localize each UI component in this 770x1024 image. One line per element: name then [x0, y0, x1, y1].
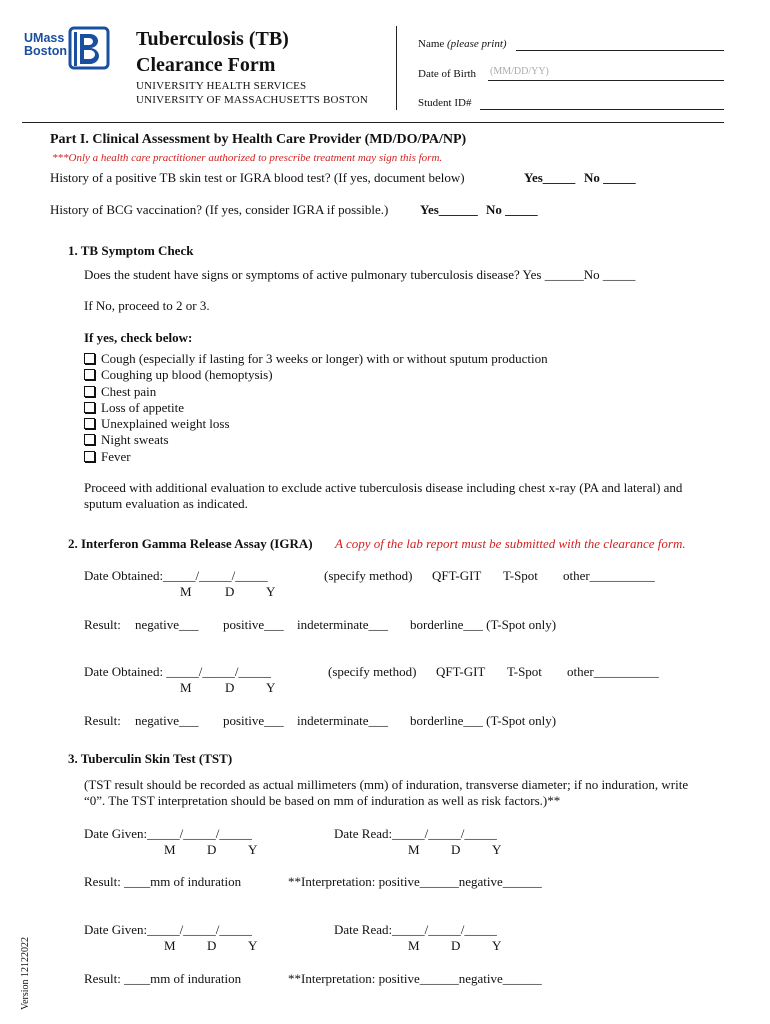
- symptom-item[interactable]: [84, 367, 548, 383]
- igra-date-obtained-1[interactable]: Date Obtained:_____/_____/_____: [84, 568, 268, 583]
- version-label: Version 12122022: [20, 936, 31, 1010]
- part1-heading: Part I. Clinical Assessment by Health Care Provider (MD/DO/PA/NP): [50, 132, 467, 147]
- symptom-item[interactable]: [84, 432, 548, 448]
- igra-y-1: Y: [266, 584, 276, 599]
- igra-qft-1[interactable]: QFT-GIT: [432, 568, 482, 583]
- igra-method-1: (specify method): [324, 568, 413, 583]
- igra-method-2: (specify method): [328, 664, 417, 679]
- tst-note-line2: “0”. The TST interpretation should be based on mm of induration as well as risk factors.)**: [84, 793, 561, 808]
- checkbox-icon[interactable]: [84, 353, 95, 364]
- header-rule: [22, 122, 724, 123]
- checkbox-icon[interactable]: [84, 402, 95, 413]
- history-tb-no[interactable]: No _____: [584, 170, 636, 185]
- symptom-if-no: If No, proceed to 2 or 3.: [84, 298, 210, 313]
- igra-note: A copy of the lab report must be submitted with the clearance form.: [335, 536, 686, 551]
- igra-result-label-1: Result:: [84, 617, 121, 632]
- igra-m-2: M: [180, 680, 192, 695]
- tst-given-m-2: M: [164, 938, 176, 953]
- history-bcg-no[interactable]: No _____: [486, 202, 538, 217]
- symptom-list: [84, 351, 548, 465]
- igra-heading: 2. Interferon Gamma Release Assay (IGRA): [68, 536, 313, 551]
- tst-date-given-1[interactable]: Date Given:_____/_____/_____: [84, 826, 252, 841]
- igra-tspot-2[interactable]: T-Spot: [507, 664, 542, 679]
- tst-given-y-2: Y: [248, 938, 258, 953]
- symptom-item[interactable]: [84, 449, 548, 465]
- checkbox-icon[interactable]: [84, 418, 95, 429]
- dob-label: Date of Birth: [418, 68, 477, 80]
- name-label-text: Name: [418, 38, 445, 50]
- logo-text-boston: Boston: [24, 44, 68, 58]
- history-bcg-yes[interactable]: Yes______: [420, 202, 478, 217]
- tst-date-given-2[interactable]: Date Given:_____/_____/_____: [84, 922, 252, 937]
- igra-positive-2[interactable]: positive___: [223, 713, 284, 728]
- tst-read-y-1: Y: [492, 842, 502, 857]
- igra-borderline-1[interactable]: borderline___ (T-Spot only): [410, 617, 557, 632]
- history-tb-yes[interactable]: Yes_____: [524, 170, 576, 185]
- dob-field[interactable]: [488, 66, 724, 81]
- checkbox-icon[interactable]: [84, 369, 95, 380]
- igra-tspot-1[interactable]: T-Spot: [503, 568, 538, 583]
- checkbox-icon[interactable]: [84, 434, 95, 445]
- tst-result-1[interactable]: Result: ____mm of induration: [84, 874, 242, 889]
- history-tb-question: History of a positive TB skin test or IGRA blood test? (If yes, document below): [50, 170, 465, 185]
- igra-result-label-2: Result:: [84, 713, 121, 728]
- header-divider: [396, 26, 397, 110]
- igra-d-2: D: [225, 680, 235, 695]
- igra-indeterminate-2[interactable]: indeterminate___: [297, 713, 388, 728]
- org-sub-line1: UNIVERSITY HEALTH SERVICES: [136, 80, 307, 92]
- igra-other-1[interactable]: other__________: [563, 568, 655, 583]
- igra-indeterminate-1[interactable]: indeterminate___: [297, 617, 388, 632]
- symptom-item-label: Unexplained weight loss: [101, 416, 230, 432]
- symptom-item-label: Night sweats: [101, 432, 169, 448]
- tst-read-y-2: Y: [492, 938, 502, 953]
- tst-read-m-2: M: [408, 938, 420, 953]
- student-id-label: Student ID#: [418, 97, 472, 109]
- form-title-line1: Tuberculosis (TB): [136, 28, 289, 50]
- tst-interpretation-2[interactable]: **Interpretation: positive______negative______: [288, 971, 542, 986]
- tst-result-2[interactable]: Result: ____mm of induration: [84, 971, 242, 986]
- tst-given-m-1: M: [164, 842, 176, 857]
- symptom-item-label: Cough (especially if lasting for 3 weeks or longer) with or without sputum production: [101, 351, 548, 366]
- tst-interpretation-1[interactable]: **Interpretation: positive______negative______: [288, 874, 542, 889]
- igra-other-2[interactable]: other__________: [567, 664, 659, 679]
- symptom-item-label: Coughing up blood (hemoptysis): [101, 367, 273, 383]
- name-hint-text: (please print): [447, 38, 507, 50]
- org-sub-line2: UNIVERSITY OF MASSACHUSETTS BOSTON: [136, 94, 369, 106]
- symptom-item[interactable]: [84, 416, 548, 432]
- igra-d-1: D: [225, 584, 235, 599]
- symptom-question: Does the student have signs or symptoms of active pulmonary tuberculosis disease? Yes ______No _____: [84, 267, 636, 282]
- symptom-if-yes: If yes, check below:: [84, 330, 193, 345]
- igra-borderline-2[interactable]: borderline___ (T-Spot only): [410, 713, 557, 728]
- student-id-field[interactable]: [480, 97, 724, 110]
- dob-placeholder: (MM/DD/YY): [490, 66, 549, 77]
- tst-date-read-2[interactable]: Date Read:_____/_____/_____: [334, 922, 497, 937]
- checkbox-icon[interactable]: [84, 451, 95, 462]
- history-bcg-question: History of BCG vaccination? (If yes, consider IGRA if possible.): [50, 202, 389, 217]
- tst-heading: 3. Tuberculin Skin Test (TST): [68, 751, 233, 766]
- symptom-item[interactable]: [84, 384, 548, 400]
- tst-read-d-2: D: [451, 938, 461, 953]
- tst-given-d-1: D: [207, 842, 217, 857]
- symptom-item[interactable]: [84, 400, 548, 416]
- umass-logo: [24, 26, 114, 72]
- checkbox-icon[interactable]: [84, 386, 95, 397]
- igra-negative-1[interactable]: negative___: [135, 617, 199, 632]
- symptom-item-label: Chest pain: [101, 383, 157, 399]
- name-label: [418, 38, 507, 50]
- igra-y-2: Y: [266, 680, 276, 695]
- tst-read-d-1: D: [451, 842, 461, 857]
- logo-b-icon: [68, 26, 112, 72]
- name-field[interactable]: [516, 38, 724, 51]
- tst-note-line1: (TST result should be recorded as actual millimeters (mm) of induration, transverse diameter; if no induration, write: [84, 777, 689, 792]
- logo-text-umass: UMass: [24, 31, 65, 45]
- part1-note: ***Only a health care practitioner authorized to prescribe treatment may sign this form.: [52, 152, 443, 164]
- tst-given-d-2: D: [207, 938, 217, 953]
- igra-negative-2[interactable]: negative___: [135, 713, 199, 728]
- symptom-proceed-line1: Proceed with additional evaluation to exclude active tuberculosis disease including chest x-ray (PA and lateral) and: [84, 480, 683, 495]
- symptom-item-label: Loss of appetite: [101, 399, 185, 415]
- symptom-item[interactable]: [84, 351, 548, 367]
- igra-date-obtained-2[interactable]: Date Obtained: _____/_____/_____: [84, 664, 272, 679]
- igra-m-1: M: [180, 584, 192, 599]
- symptom-heading: 1. TB Symptom Check: [68, 243, 194, 258]
- igra-positive-1[interactable]: positive___: [223, 617, 284, 632]
- igra-qft-2[interactable]: QFT-GIT: [436, 664, 486, 679]
- symptom-proceed-line2: sputum evaluation as indicated.: [84, 496, 248, 511]
- symptom-item-label: Fever: [101, 448, 131, 464]
- tst-read-m-1: M: [408, 842, 420, 857]
- tst-date-read-1[interactable]: Date Read:_____/_____/_____: [334, 826, 497, 841]
- tst-given-y-1: Y: [248, 842, 258, 857]
- form-title-line2: Clearance Form: [136, 54, 276, 76]
